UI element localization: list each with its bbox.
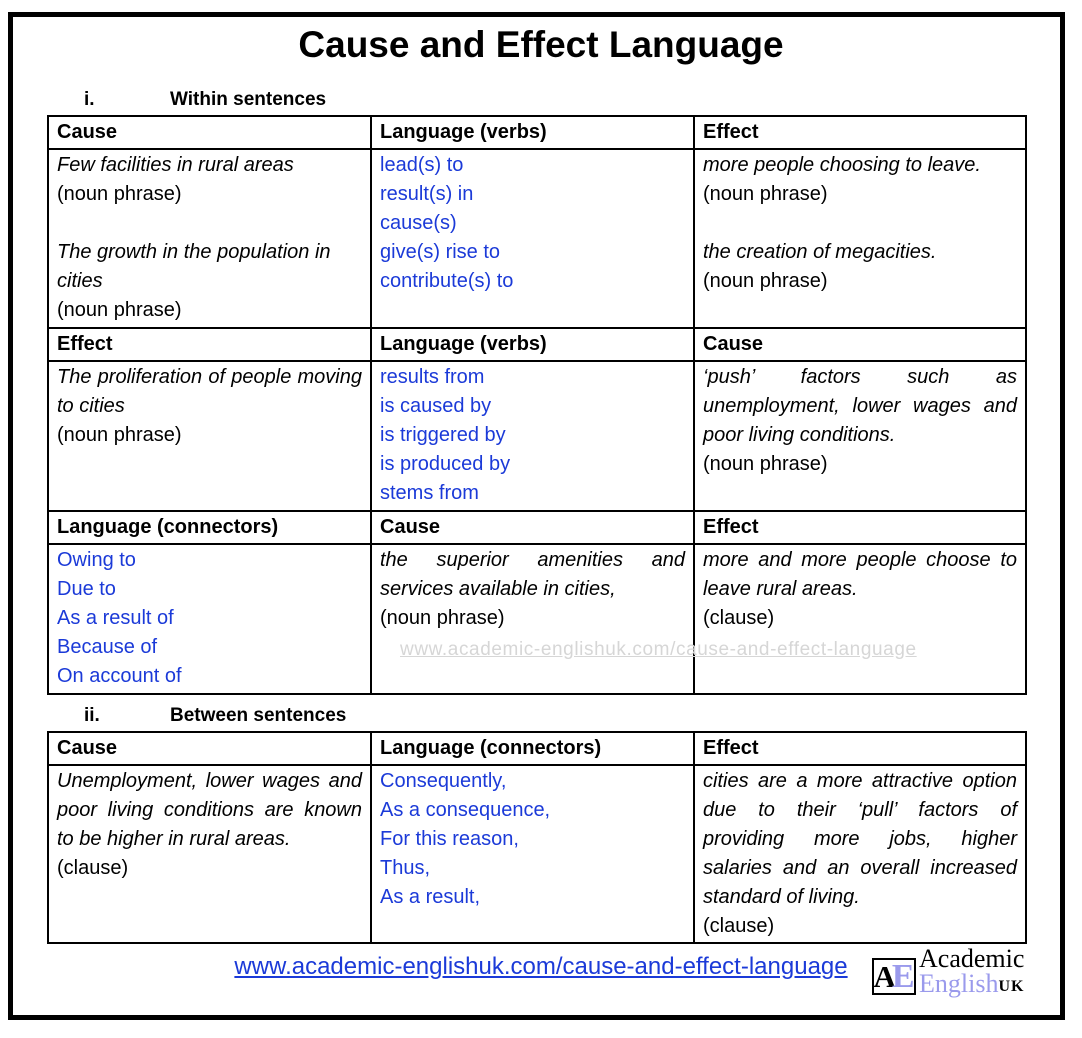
cell-cause-examples [371,544,694,694]
header-language-verbs: Language (verbs) [371,116,694,149]
connector-item: As a result of [57,607,174,629]
grammar-label: (noun phrase) [57,183,182,205]
section-heading-within-sentences [84,89,326,111]
verb-item: is caused by [380,395,492,417]
cell-effect-examples [48,361,371,511]
connector-item: Consequently, [380,770,507,792]
example-text: The proliferation of people moving to cities [57,366,362,417]
grammar-label: (noun phrase) [380,607,505,629]
section-number: ii. [84,705,100,726]
cell-verb-list [371,361,694,511]
example-text: Few facilities in rural areas [57,154,294,176]
section-number: i. [84,89,95,110]
table-within-sentences [47,115,1025,695]
page-title: Cause and Effect Language [298,24,784,65]
within-sentences-table [47,115,1027,695]
between-sentences-table [47,731,1027,944]
connector-item: As a result, [380,886,481,908]
table-row [48,149,1026,328]
header-effect: Effect [694,732,1026,765]
example-text: cities are a more attractive option due to their ‘pull’ factors of providing more jobs, higher salaries and an overall increased standard of living. [703,770,1017,908]
header-cause: Cause [48,732,371,765]
table-row [48,765,1026,943]
table-header-row [48,116,1026,149]
section-label: Within sentences [170,89,327,110]
cell-cause-examples [48,149,371,328]
watermark-url: www.academic-englishuk.com/cause-and-effect-language [400,639,917,660]
verb-item: lead(s) to [380,154,464,176]
cell-effect-examples [694,149,1026,328]
logo-wordmark [919,946,1024,1000]
example-text: more and more people choose to leave rural areas. [703,549,1017,600]
header-language-connectors: Language (connectors) [48,511,371,544]
blank-line [57,209,362,238]
grammar-label: (clause) [703,915,775,937]
connector-item: Due to [57,578,116,600]
cell-cause-examples [48,765,371,943]
verb-item: results from [380,366,485,388]
verb-item: is produced by [380,453,511,475]
header-effect: Effect [694,511,1026,544]
grammar-label: (noun phrase) [703,270,828,292]
example-text: the creation of megacities. [703,241,937,263]
monogram-letter-e: E [891,957,915,995]
table-between-sentences [47,731,1025,944]
cell-cause-examples [694,361,1026,511]
connector-item: Owing to [57,549,136,571]
monogram-letter-a: A [873,958,892,994]
cell-effect-examples [694,544,1026,694]
verb-item: contribute(s) to [380,270,514,292]
verb-item: stems from [380,482,479,504]
verb-item: cause(s) [380,212,457,234]
example-text: The growth in the population in cities [57,241,331,292]
connector-item: On account of [57,665,182,687]
academic-english-uk-logo [872,946,1024,1000]
header-effect: Effect [694,116,1026,149]
connector-item: Because of [57,636,158,658]
table-header-row [48,511,1026,544]
logo-word-academic: Academic [919,944,1025,973]
grammar-label: (noun phrase) [57,424,182,446]
header-cause: Cause [694,328,1026,361]
header-language-verbs: Language (verbs) [371,328,694,361]
header-cause: Cause [371,511,694,544]
logo-word-english-uk [919,971,1024,1000]
table-header-row [48,732,1026,765]
example-text: Unemployment, lower wages and poor living conditions are known to be higher in rural areas. [57,770,362,850]
header-language-connectors: Language (connectors) [371,732,694,765]
grammar-label: (noun phrase) [57,299,182,321]
cell-connector-list [48,544,371,694]
table-row [48,361,1026,511]
header-effect: Effect [48,328,371,361]
cell-connector-list [371,765,694,943]
verb-item: give(s) rise to [380,241,501,263]
logo-word-uk: UK [998,978,1025,995]
section-label: Between sentences [170,705,347,726]
header-cause: Cause [48,116,371,149]
example-text: the superior amenities and services available in cities, [380,549,685,600]
grammar-label: (clause) [703,607,775,629]
logo-word-english: English [919,969,999,998]
cell-effect-examples [694,765,1026,943]
verb-item: result(s) in [380,183,474,205]
connector-item: Thus, [380,857,431,879]
section-heading-between-sentences [84,705,346,727]
connector-item: For this reason, [380,828,519,850]
verb-item: is triggered by [380,424,506,446]
example-text: more people choosing to leave. [703,154,981,176]
blank-line [703,209,1017,238]
ae-monogram-icon [872,958,916,995]
connector-item: As a consequence, [380,799,551,821]
cell-verb-list [371,149,694,328]
grammar-label: (noun phrase) [703,453,828,475]
table-row [48,544,1026,694]
grammar-label: (clause) [57,857,129,879]
example-text: ‘push’ factors such as unemployment, lower wages and poor living conditions. [703,366,1017,446]
table-header-row [48,328,1026,361]
grammar-label: (noun phrase) [703,183,828,205]
footer-url-link[interactable]: www.academic-englishuk.com/cause-and-effect-language [234,953,848,980]
